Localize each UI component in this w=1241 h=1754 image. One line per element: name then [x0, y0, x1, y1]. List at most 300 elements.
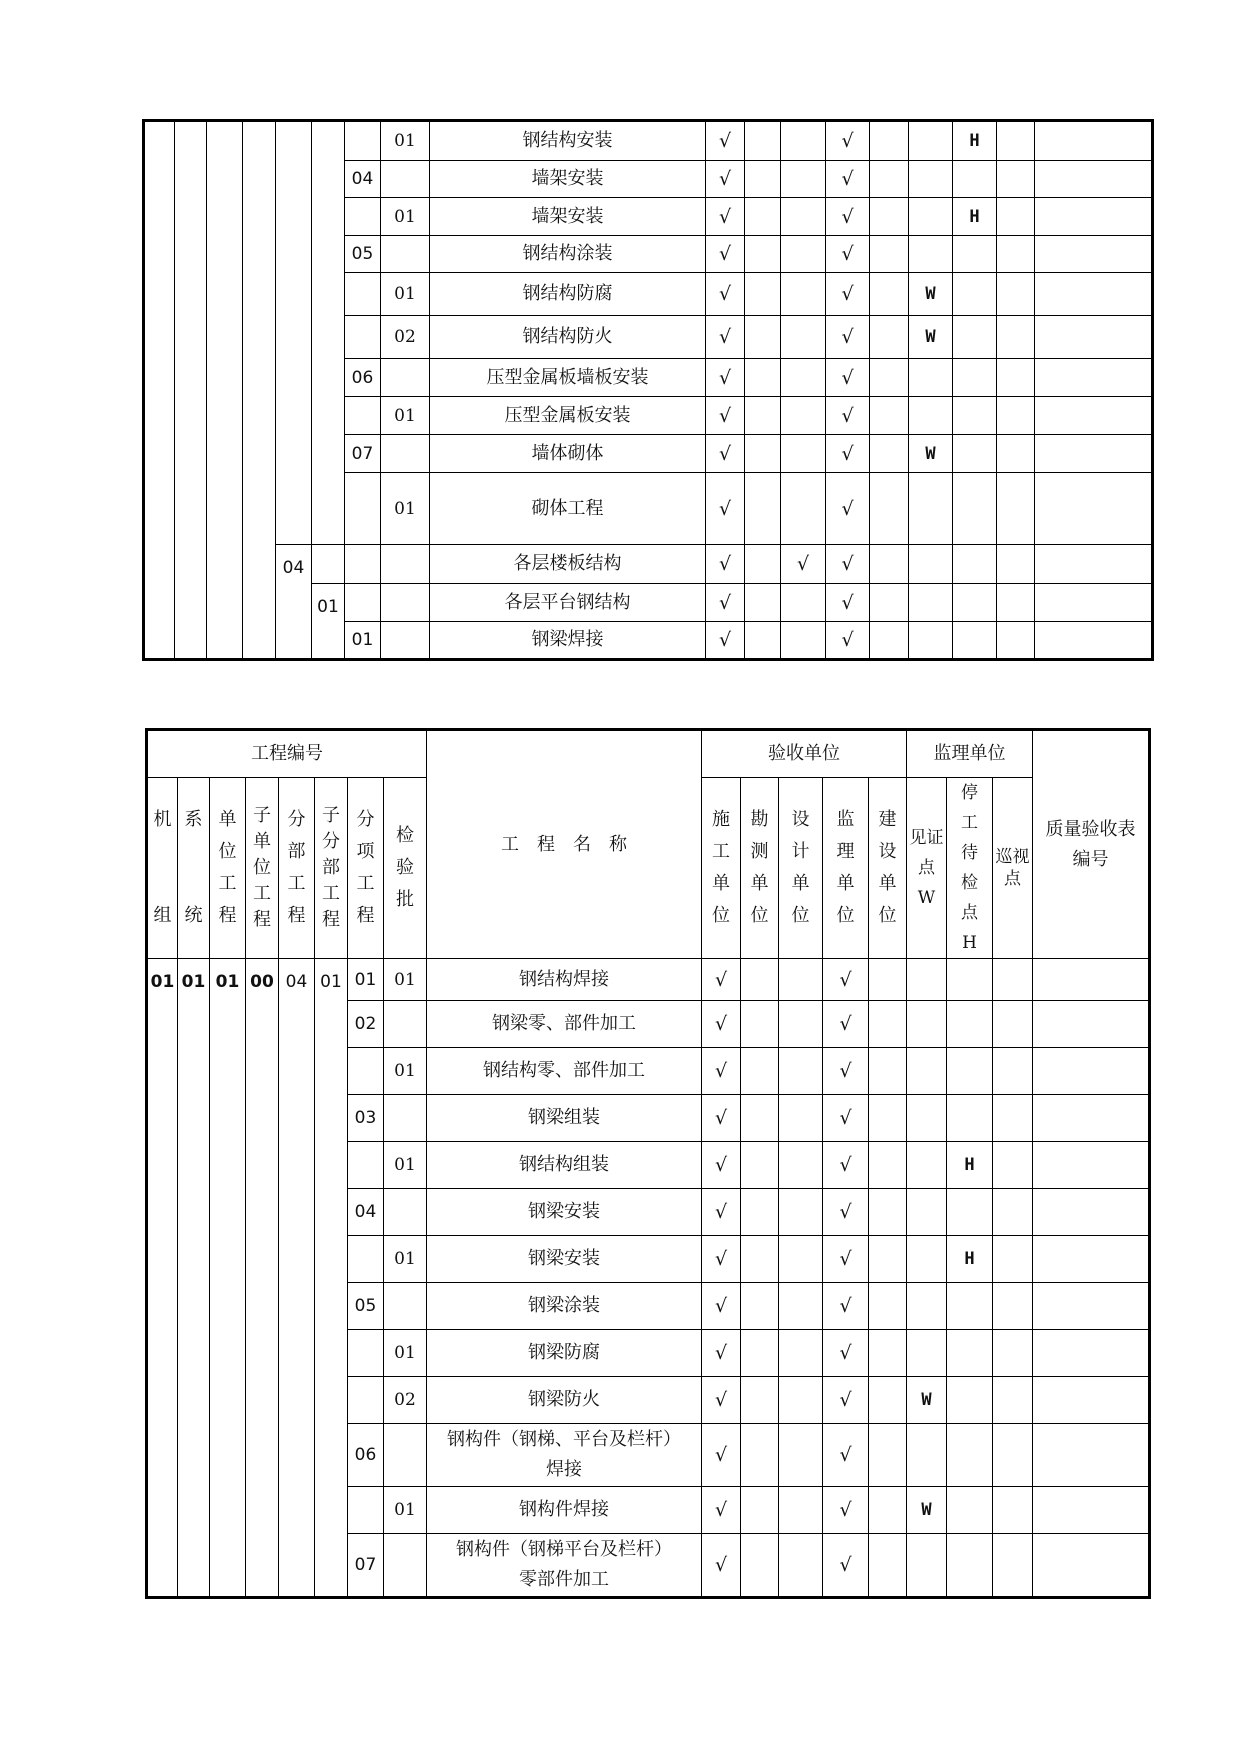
check-survey [745, 397, 781, 435]
point-patrol [997, 273, 1035, 316]
check-supervision: √ [823, 1330, 869, 1377]
check-design [779, 1189, 823, 1236]
form-number-cell [1033, 959, 1150, 1001]
point-patrol [993, 1095, 1033, 1142]
check-construction: √ [706, 236, 745, 273]
item-code [345, 584, 381, 622]
check-owner [869, 1189, 907, 1236]
project-name: 钢结构焊接 [427, 959, 702, 1001]
lot-code [381, 545, 430, 584]
check-design [781, 622, 826, 660]
check-construction: √ [702, 959, 741, 1001]
item-code: 02 [348, 1001, 384, 1048]
form-number-cell [1035, 435, 1153, 473]
lot-code [381, 584, 430, 622]
point-patrol [997, 473, 1035, 545]
item-code: 06 [348, 1424, 384, 1487]
form-number-cell [1033, 1189, 1150, 1236]
check-owner [870, 161, 909, 198]
check-owner [870, 622, 909, 660]
form-number-cell [1035, 121, 1153, 161]
check-supervision: √ [823, 1283, 869, 1330]
check-supervision: √ [823, 1534, 869, 1598]
check-supervision: √ [823, 1424, 869, 1487]
check-design [781, 397, 826, 435]
check-survey [745, 121, 781, 161]
check-construction: √ [702, 1283, 741, 1330]
point-hold [947, 1487, 993, 1534]
point-witness [907, 1236, 947, 1283]
project-name: 钢梁焊接 [430, 622, 706, 660]
system-code: 01 [178, 959, 210, 1598]
point-hold [953, 316, 997, 359]
check-design [781, 273, 826, 316]
check-owner [870, 397, 909, 435]
division-code: 04 [276, 545, 312, 660]
check-survey [741, 1236, 779, 1283]
header-construction-unit: 施 工 单 位 [702, 778, 741, 959]
check-owner [870, 435, 909, 473]
point-witness [909, 359, 953, 397]
check-owner [869, 1534, 907, 1598]
unit-group-code: 01 [147, 959, 178, 1598]
point-patrol [997, 435, 1035, 473]
lot-code: 01 [384, 959, 427, 1001]
form-number-cell [1033, 1142, 1150, 1189]
item-code [345, 198, 381, 236]
point-witness [907, 1048, 947, 1095]
unit-project-code: 01 [210, 959, 246, 1598]
point-patrol [993, 1001, 1033, 1048]
lot-code: 01 [381, 121, 430, 161]
form-number-cell [1035, 584, 1153, 622]
check-construction: √ [706, 545, 745, 584]
check-construction: √ [702, 1048, 741, 1095]
point-witness: W [907, 1377, 947, 1424]
check-owner [869, 959, 907, 1001]
point-hold: H [953, 198, 997, 236]
point-hold: H [947, 1142, 993, 1189]
check-owner [870, 236, 909, 273]
check-survey [741, 1048, 779, 1095]
code-column-blank [144, 121, 175, 660]
code-column-blank [175, 121, 207, 660]
item-code [345, 473, 381, 545]
lot-code [384, 1189, 427, 1236]
item-code [348, 1236, 384, 1283]
check-owner [870, 359, 909, 397]
division-code: 04 [279, 959, 315, 1598]
check-survey [741, 1283, 779, 1330]
point-empty [997, 584, 1035, 622]
check-survey [745, 622, 781, 660]
project-name: 钢结构组装 [427, 1142, 702, 1189]
point-empty [997, 545, 1035, 584]
form-number-cell [1035, 545, 1153, 584]
point-patrol [993, 1487, 1033, 1534]
project-name: 钢结构零、部件加工 [427, 1048, 702, 1095]
item-code: 07 [348, 1534, 384, 1598]
check-supervision: √ [823, 1095, 869, 1142]
header-unit-group: 机 组 [147, 778, 178, 959]
check-construction: √ [702, 1001, 741, 1048]
check-owner [869, 1283, 907, 1330]
check-survey [745, 316, 781, 359]
check-owner [870, 316, 909, 359]
check-owner [869, 1095, 907, 1142]
point-hold [947, 1534, 993, 1598]
point-patrol [993, 1424, 1033, 1487]
point-witness: W [909, 273, 953, 316]
project-name: 钢构件焊接 [427, 1487, 702, 1534]
check-construction: √ [706, 584, 745, 622]
lot-code: 01 [381, 198, 430, 236]
check-construction: √ [706, 198, 745, 236]
point-patrol [993, 959, 1033, 1001]
check-survey [741, 1095, 779, 1142]
header-inspection-lot: 检 验 批 [384, 778, 427, 959]
point-witness [907, 959, 947, 1001]
check-design [779, 1001, 823, 1048]
item-code [345, 273, 381, 316]
lot-code: 02 [384, 1377, 427, 1424]
header-sub-division-project: 子 分 部 工 程 [315, 778, 348, 959]
check-survey [741, 1377, 779, 1424]
form-number-cell [1033, 1377, 1150, 1424]
check-supervision: √ [823, 1377, 869, 1424]
lot-code: 01 [384, 1142, 427, 1189]
lot-code [381, 435, 430, 473]
sub-division-code: 01 [315, 959, 348, 1598]
check-owner [869, 1330, 907, 1377]
check-supervision: √ [826, 161, 870, 198]
check-design [779, 1534, 823, 1598]
check-supervision: √ [823, 959, 869, 1001]
item-code: 01 [348, 959, 384, 1001]
check-owner [869, 1001, 907, 1048]
project-name-header: 工 程 名 称 [427, 730, 702, 959]
check-design [779, 1424, 823, 1487]
item-code: 05 [345, 236, 381, 273]
lot-code: 01 [384, 1236, 427, 1283]
sub-division-code [312, 545, 345, 584]
sub-unit-code: 00 [246, 959, 279, 1598]
form-number-cell [1035, 236, 1153, 273]
point-patrol [993, 1048, 1033, 1095]
check-survey [741, 1487, 779, 1534]
project-name: 砌体工程 [430, 473, 706, 545]
project-name: 墙架安装 [430, 161, 706, 198]
point-hold [953, 435, 997, 473]
project-name: 钢结构防火 [430, 316, 706, 359]
project-name: 墙体砌体 [430, 435, 706, 473]
check-design [781, 236, 826, 273]
check-owner [870, 545, 909, 584]
lot-code: 01 [381, 397, 430, 435]
project-name: 钢梁涂装 [427, 1283, 702, 1330]
header-patrol-point: 巡视 点 [993, 778, 1033, 959]
lot-code [384, 1001, 427, 1048]
item-code: 04 [345, 161, 381, 198]
check-construction: √ [702, 1330, 741, 1377]
check-construction: √ [706, 473, 745, 545]
project-name: 钢梁组装 [427, 1095, 702, 1142]
check-survey [745, 273, 781, 316]
point-hold: H [947, 1236, 993, 1283]
header-unit-project: 单 位 工 程 [210, 778, 246, 959]
point-patrol [997, 316, 1035, 359]
check-design [781, 316, 826, 359]
check-supervision: √ [823, 1487, 869, 1534]
check-supervision: √ [826, 435, 870, 473]
check-survey [741, 1534, 779, 1598]
point-hold [947, 1001, 993, 1048]
check-owner [869, 1048, 907, 1095]
point-witness [909, 473, 953, 545]
check-supervision: √ [826, 397, 870, 435]
check-owner [870, 473, 909, 545]
check-supervision: √ [823, 1048, 869, 1095]
form-number-cell [1035, 316, 1153, 359]
point-empty [909, 545, 953, 584]
check-survey [745, 161, 781, 198]
point-witness [907, 1095, 947, 1142]
check-design [779, 1283, 823, 1330]
form-number-cell [1035, 397, 1153, 435]
check-design: √ [781, 545, 826, 584]
check-owner [870, 273, 909, 316]
check-construction: √ [702, 1236, 741, 1283]
project-name: 各层平台钢结构 [430, 584, 706, 622]
check-owner [869, 1142, 907, 1189]
point-witness [909, 236, 953, 273]
point-witness: W [907, 1487, 947, 1534]
check-construction: √ [706, 359, 745, 397]
point-witness [909, 397, 953, 435]
item-code: 03 [348, 1095, 384, 1142]
check-supervision: √ [826, 121, 870, 161]
check-owner [870, 121, 909, 161]
check-construction: √ [706, 161, 745, 198]
check-supervision: √ [826, 622, 870, 660]
inspection-table [145, 728, 1151, 1599]
lot-code [384, 1534, 427, 1598]
point-hold [953, 359, 997, 397]
form-number-cell [1035, 198, 1153, 236]
check-owner [869, 1236, 907, 1283]
project-name: 钢梁零、部件加工 [427, 1001, 702, 1048]
check-supervision: √ [826, 473, 870, 545]
check-construction: √ [702, 1534, 741, 1598]
lot-code: 01 [384, 1048, 427, 1095]
lot-code [381, 359, 430, 397]
point-hold [953, 397, 997, 435]
point-hold [947, 1095, 993, 1142]
point-empty [953, 584, 997, 622]
point-patrol [997, 359, 1035, 397]
check-supervision: √ [826, 316, 870, 359]
check-design [781, 584, 826, 622]
check-construction: √ [702, 1095, 741, 1142]
point-hold [953, 273, 997, 316]
point-witness [907, 1283, 947, 1330]
point-patrol [997, 161, 1035, 198]
point-witness [907, 1330, 947, 1377]
acceptance-units-header: 验收单位 [702, 730, 907, 778]
check-supervision: √ [823, 1142, 869, 1189]
form-number-cell [1033, 1330, 1150, 1377]
point-hold [947, 1048, 993, 1095]
header-survey-unit: 勘 测 单 位 [741, 778, 779, 959]
item-code: 01 [345, 622, 381, 660]
lot-code [381, 161, 430, 198]
inspection-table-continued [142, 119, 1154, 661]
form-number-cell [1035, 161, 1153, 198]
form-number-cell [1035, 273, 1153, 316]
header-hold-point: 停 工 待 检 点 H [947, 778, 993, 959]
check-design [779, 959, 823, 1001]
project-name: 钢梁防火 [427, 1377, 702, 1424]
form-number-cell [1033, 1236, 1150, 1283]
code-column-blank [312, 121, 345, 545]
point-witness [909, 198, 953, 236]
point-hold: H [953, 121, 997, 161]
point-patrol [993, 1534, 1033, 1598]
check-design [779, 1142, 823, 1189]
project-name: 钢梁安装 [427, 1189, 702, 1236]
check-design [781, 435, 826, 473]
project-name: 压型金属板安装 [430, 397, 706, 435]
item-code [345, 121, 381, 161]
header-design-unit: 设 计 单 位 [779, 778, 823, 959]
header-group-row [147, 730, 1150, 778]
point-hold [947, 1189, 993, 1236]
project-name: 钢梁安装 [427, 1236, 702, 1283]
header-division-project: 分 部 工 程 [279, 778, 315, 959]
check-survey [745, 359, 781, 397]
code-column-blank [276, 121, 312, 545]
check-construction: √ [702, 1142, 741, 1189]
check-owner [870, 198, 909, 236]
project-name: 钢结构防腐 [430, 273, 706, 316]
point-hold [947, 1330, 993, 1377]
table-row [147, 959, 1150, 1001]
project-name: 钢结构涂装 [430, 236, 706, 273]
point-hold [953, 236, 997, 273]
item-code [348, 1487, 384, 1534]
form-number-cell [1033, 1283, 1150, 1330]
item-code [348, 1142, 384, 1189]
point-empty [953, 545, 997, 584]
point-hold [947, 1283, 993, 1330]
point-patrol [993, 1283, 1033, 1330]
check-construction: √ [706, 435, 745, 473]
lot-code [384, 1283, 427, 1330]
check-design [779, 1236, 823, 1283]
check-construction: √ [706, 622, 745, 660]
check-construction: √ [706, 397, 745, 435]
check-survey [741, 1189, 779, 1236]
form-number-cell [1035, 622, 1153, 660]
lot-code: 02 [381, 316, 430, 359]
lot-code [384, 1095, 427, 1142]
point-patrol [993, 1236, 1033, 1283]
check-construction: √ [702, 1424, 741, 1487]
check-design [779, 1377, 823, 1424]
point-witness [907, 1424, 947, 1487]
check-supervision: √ [823, 1001, 869, 1048]
form-number-cell [1033, 1001, 1150, 1048]
check-design [779, 1048, 823, 1095]
item-code: 05 [348, 1283, 384, 1330]
check-survey [745, 473, 781, 545]
form-number-cell [1033, 1487, 1150, 1534]
point-empty [953, 622, 997, 660]
header-witness-point: 见证 点 W [907, 778, 947, 959]
check-supervision: √ [826, 584, 870, 622]
item-code [348, 1048, 384, 1095]
table-row [144, 545, 1153, 584]
header-system: 系 统 [178, 778, 210, 959]
header-owner-unit: 建 设 单 位 [869, 778, 907, 959]
item-code [345, 545, 381, 584]
lot-code [381, 622, 430, 660]
header-sub-unit-project: 子 单 位 工 程 [246, 778, 279, 959]
item-code: 07 [345, 435, 381, 473]
point-witness [907, 1142, 947, 1189]
point-empty [997, 622, 1035, 660]
check-design [781, 359, 826, 397]
check-design [779, 1330, 823, 1377]
check-supervision: √ [823, 1236, 869, 1283]
form-number-cell [1033, 1534, 1150, 1598]
lot-code: 01 [381, 273, 430, 316]
point-witness [907, 1189, 947, 1236]
check-owner [869, 1487, 907, 1534]
form-number-cell [1033, 1048, 1150, 1095]
check-survey [745, 236, 781, 273]
point-hold [953, 473, 997, 545]
item-code [348, 1377, 384, 1424]
project-name: 压型金属板墙板安装 [430, 359, 706, 397]
lot-code [384, 1424, 427, 1487]
point-empty [909, 584, 953, 622]
header-item-project: 分 项 工 程 [348, 778, 384, 959]
point-witness [907, 1001, 947, 1048]
code-column-blank [207, 121, 243, 660]
check-design [781, 121, 826, 161]
check-supervision: √ [826, 359, 870, 397]
check-survey [745, 584, 781, 622]
check-supervision: √ [826, 198, 870, 236]
check-survey [741, 1424, 779, 1487]
check-survey [745, 435, 781, 473]
point-witness [909, 121, 953, 161]
check-owner [870, 584, 909, 622]
project-name: 墙架安装 [430, 198, 706, 236]
item-code [348, 1330, 384, 1377]
point-patrol [997, 121, 1035, 161]
check-design [779, 1487, 823, 1534]
point-witness [909, 161, 953, 198]
lot-code: 01 [381, 473, 430, 545]
lot-code [381, 236, 430, 273]
table-row [144, 121, 1153, 161]
point-hold [947, 959, 993, 1001]
point-witness [907, 1534, 947, 1598]
item-code [345, 397, 381, 435]
form-number-cell [1035, 473, 1153, 545]
